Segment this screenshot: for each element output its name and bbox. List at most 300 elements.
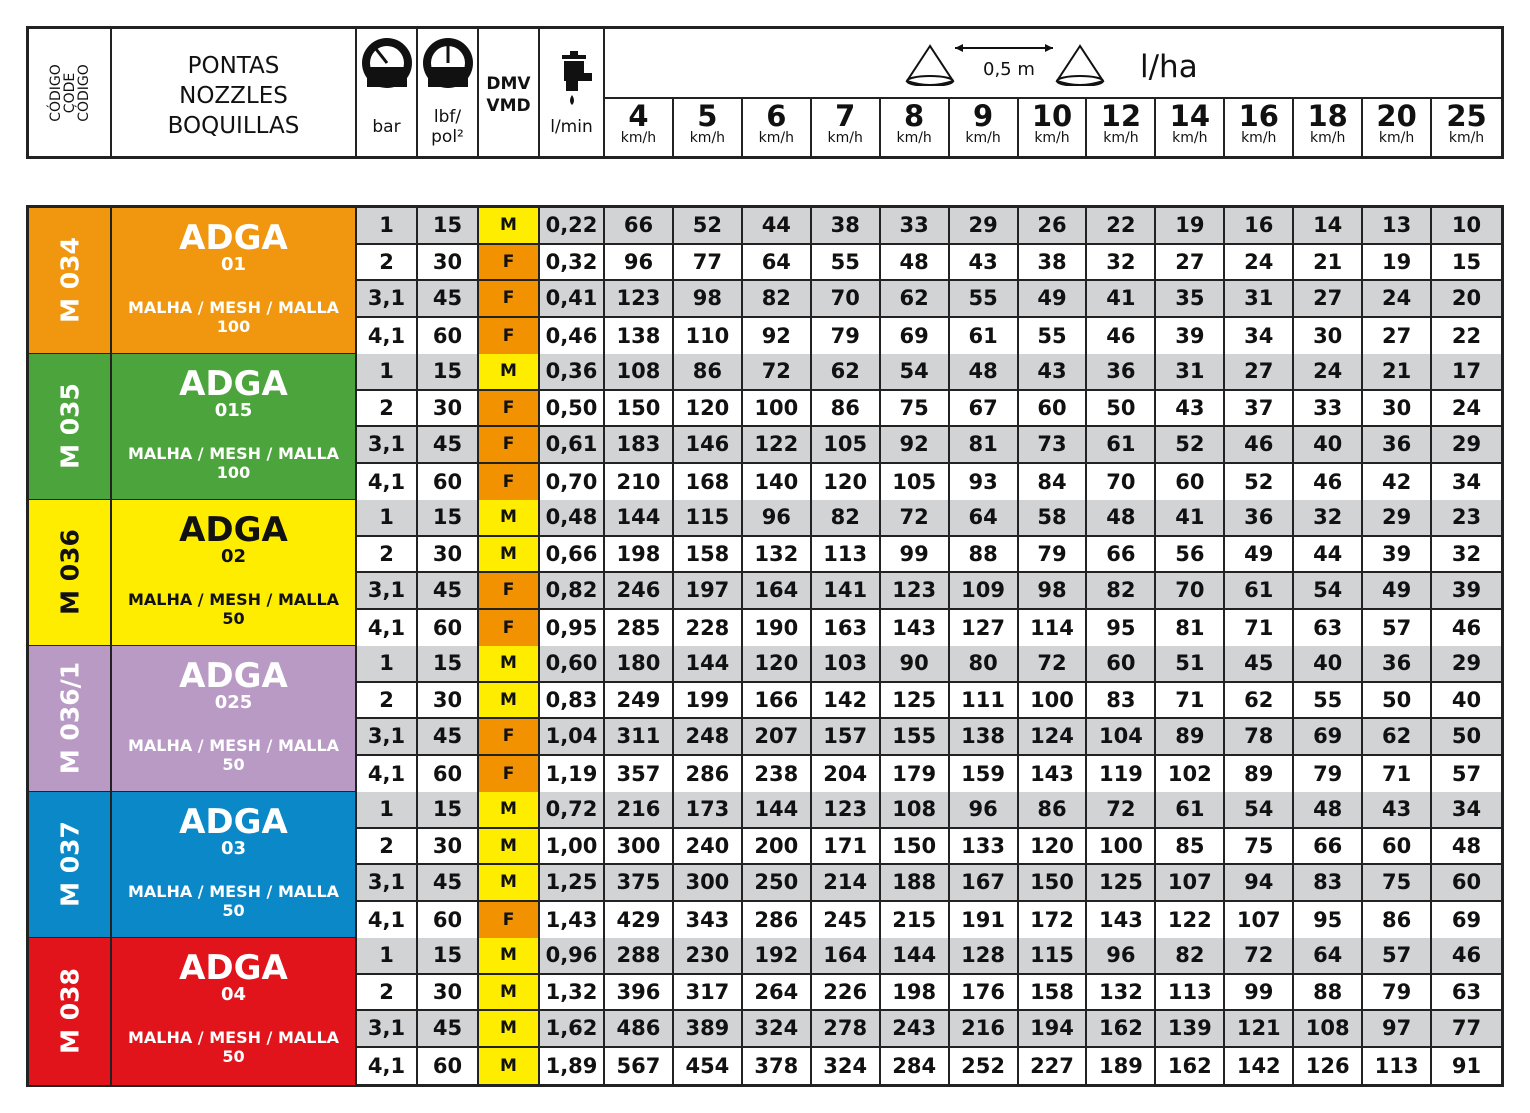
rate-cell: 21 (1363, 354, 1432, 391)
rate-cell: 60 (1019, 391, 1088, 428)
nozzle-model: ADGA (179, 656, 288, 696)
pressure-psi-cell: 60 (418, 756, 479, 793)
table-row (357, 683, 1501, 720)
mesh-value: 50 (222, 901, 245, 920)
pressure-psi-cell: 15 (418, 208, 479, 245)
table-row (357, 537, 1501, 574)
mesh-value: 100 (216, 317, 251, 336)
rate-cell: 10 (1432, 208, 1501, 245)
nozzle-group (29, 500, 1501, 647)
psi-label-line2: pol² (431, 127, 464, 147)
rate-cell: 52 (1156, 427, 1225, 464)
rate-cell: 55 (950, 281, 1019, 318)
rate-cell: 109 (950, 573, 1019, 610)
rate-cell: 162 (1156, 1048, 1225, 1085)
speed-value: 14 (1169, 99, 1211, 133)
rate-cell: 228 (674, 610, 743, 647)
rate-cell: 311 (605, 719, 674, 756)
rate-cell: 22 (1432, 318, 1501, 355)
speed-unit: km/h (827, 130, 863, 146)
table-row (357, 1011, 1501, 1048)
rate-cell: 119 (1087, 756, 1156, 793)
rate-cell: 49 (1225, 537, 1294, 574)
rate-cell: 69 (881, 318, 950, 355)
rate-cell: 250 (743, 865, 812, 902)
rate-cell: 92 (881, 427, 950, 464)
rate-cell: 36 (1363, 427, 1432, 464)
rate-cell: 375 (605, 865, 674, 902)
flow-lmin-cell: 0,36 (540, 354, 605, 391)
rate-cell: 238 (743, 756, 812, 793)
speed-unit: km/h (1103, 130, 1139, 146)
rate-cell: 286 (743, 902, 812, 939)
speed-header-cell (1156, 97, 1225, 156)
pressure-psi-cell: 30 (418, 245, 479, 282)
rate-cell: 98 (674, 281, 743, 318)
rate-cell: 92 (743, 318, 812, 355)
rate-cell: 143 (881, 610, 950, 647)
flow-lmin-cell: 0,46 (540, 318, 605, 355)
dmv-label: DMV (486, 74, 531, 94)
rate-cell: 317 (674, 975, 743, 1012)
rate-cell: 166 (743, 683, 812, 720)
pressure-psi-cell: 15 (418, 792, 479, 829)
rate-cell: 24 (1363, 281, 1432, 318)
rate-cell: 284 (881, 1048, 950, 1085)
rate-cell: 121 (1225, 1011, 1294, 1048)
speed-unit: km/h (1378, 130, 1415, 146)
rate-cell: 83 (1087, 683, 1156, 720)
speed-value: 5 (697, 99, 718, 133)
mesh-value: 50 (222, 755, 245, 774)
rate-cell: 125 (1087, 865, 1156, 902)
rate-cell: 27 (1156, 245, 1225, 282)
rate-unit-label: l/ha (1140, 49, 1198, 85)
rate-cell: 150 (881, 829, 950, 866)
pressure-psi-cell: 30 (418, 975, 479, 1012)
table-row (357, 829, 1501, 866)
rate-cell: 36 (1225, 500, 1294, 537)
speed-unit: km/h (689, 130, 726, 146)
lmin-header (540, 29, 605, 156)
rate-cell: 98 (1019, 573, 1088, 610)
rate-cell: 57 (1363, 938, 1432, 975)
speed-value: 18 (1307, 99, 1348, 133)
code-header (29, 29, 112, 156)
rate-cell: 75 (1363, 865, 1432, 902)
rate-cell: 343 (674, 902, 743, 939)
vmd-label: VMD (486, 96, 531, 116)
rate-cell: 144 (743, 792, 812, 829)
rate-cell: 44 (1294, 537, 1363, 574)
nozzle-name-cell (112, 792, 357, 937)
rate-cell: 100 (1019, 683, 1088, 720)
rate-cell: 286 (674, 756, 743, 793)
rate-cell: 214 (812, 865, 881, 902)
rate-cell: 164 (812, 938, 881, 975)
psi-label-line1: lbf/ (433, 107, 462, 127)
rate-cell: 56 (1156, 537, 1225, 574)
rate-cell: 103 (812, 646, 881, 683)
dmv-header (479, 29, 540, 156)
nozzle-model: ADGA (179, 948, 288, 988)
rate-cell: 34 (1225, 318, 1294, 355)
table-row (357, 245, 1501, 282)
mesh-label: MALHA / MESH / MALLA (127, 444, 340, 463)
rate-cell: 75 (1225, 829, 1294, 866)
pressure-psi-cell: 45 (418, 427, 479, 464)
flow-lmin-cell: 0,83 (540, 683, 605, 720)
nozzle-group (29, 792, 1501, 939)
rate-cell: 82 (812, 500, 881, 537)
rate-cell: 163 (812, 610, 881, 647)
rate-cell: 84 (1019, 464, 1088, 501)
rate-cell: 158 (1019, 975, 1088, 1012)
speed-header-cell (674, 97, 743, 156)
rate-cell: 48 (950, 354, 1019, 391)
droplet-class-cell: F (479, 464, 540, 501)
pressure-bar-cell: 2 (357, 391, 418, 428)
rate-cell: 111 (950, 683, 1019, 720)
speed-header-cell (812, 97, 881, 156)
rate-cell: 230 (674, 938, 743, 975)
rate-cell: 94 (1225, 865, 1294, 902)
rate-cell: 82 (1087, 573, 1156, 610)
speed-unit: km/h (1241, 130, 1277, 146)
pressure-bar-cell: 1 (357, 646, 418, 683)
rate-cell: 115 (674, 500, 743, 537)
mesh-label: MALHA / MESH / MALLA (127, 1028, 340, 1047)
flow-lmin-cell: 0,95 (540, 610, 605, 647)
rate-cell: 33 (1294, 391, 1363, 428)
pressure-bar-cell: 3,1 (357, 573, 418, 610)
droplet-class-cell: M (479, 938, 540, 975)
rate-cell: 51 (1156, 646, 1225, 683)
rate-cell: 54 (1294, 573, 1363, 610)
rate-cell: 278 (812, 1011, 881, 1048)
nozzle-code-cell (29, 208, 112, 353)
droplet-class-cell: M (479, 1048, 540, 1085)
pressure-bar-cell: 3,1 (357, 281, 418, 318)
rate-cell: 20 (1432, 281, 1501, 318)
rate-cell: 139 (1156, 1011, 1225, 1048)
rate-cell: 97 (1363, 1011, 1432, 1048)
droplet-class-cell: F (479, 902, 540, 939)
rate-cell: 61 (950, 318, 1019, 355)
rate-cell: 29 (950, 208, 1019, 245)
rate-cell: 24 (1294, 354, 1363, 391)
nozzle-size: 02 (220, 546, 247, 567)
nozzle-size: 01 (220, 254, 247, 275)
rate-cell: 122 (743, 427, 812, 464)
nozzle-code-cell (29, 646, 112, 791)
rate-cell: 77 (1432, 1011, 1501, 1048)
rate-cell: 39 (1363, 537, 1432, 574)
speed-header-cell (1019, 97, 1088, 156)
nozzle-spacing-label: 0,5 m (983, 59, 1035, 80)
rate-cell: 72 (881, 500, 950, 537)
rate-cell: 100 (743, 391, 812, 428)
pressure-psi-cell: 30 (418, 829, 479, 866)
rate-cell: 63 (1294, 610, 1363, 647)
rate-cell: 29 (1363, 500, 1432, 537)
rate-cell: 107 (1156, 865, 1225, 902)
table-row (357, 610, 1501, 647)
rate-cell: 61 (1087, 427, 1156, 464)
rate-cell: 126 (1294, 1048, 1363, 1085)
flow-lmin-cell: 0,70 (540, 464, 605, 501)
rate-cell: 71 (1156, 683, 1225, 720)
rate-cell: 34 (1432, 464, 1501, 501)
rate-cell: 30 (1294, 318, 1363, 355)
flow-lmin-cell: 1,62 (540, 1011, 605, 1048)
rate-cell: 70 (1087, 464, 1156, 501)
pressure-bar-cell: 1 (357, 354, 418, 391)
rate-cell: 40 (1294, 646, 1363, 683)
rate-cell: 216 (605, 792, 674, 829)
nozzle-code: M 036 (55, 529, 84, 616)
rate-cell: 140 (743, 464, 812, 501)
speed-value: 6 (766, 99, 787, 133)
rate-cell: 46 (1432, 938, 1501, 975)
rate-cell: 81 (1156, 610, 1225, 647)
pressure-psi-cell: 30 (418, 683, 479, 720)
application-rate-header (605, 29, 1501, 99)
nozzle-group (29, 938, 1501, 1085)
table-row (357, 756, 1501, 793)
rate-cell: 288 (605, 938, 674, 975)
speed-unit: km/h (1310, 130, 1346, 146)
speed-header-cell (881, 97, 950, 156)
flow-lmin-cell: 0,61 (540, 427, 605, 464)
droplet-class-cell: F (479, 281, 540, 318)
rate-cell: 66 (1087, 537, 1156, 574)
nozzle-code-cell (29, 938, 112, 1085)
rate-cell: 91 (1432, 1048, 1501, 1085)
rate-cell: 162 (1087, 1011, 1156, 1048)
pressure-psi-cell: 30 (418, 391, 479, 428)
droplet-class-cell: M (479, 975, 540, 1012)
pressure-psi-cell: 60 (418, 464, 479, 501)
speed-unit: km/h (896, 130, 932, 146)
rate-cell: 95 (1294, 902, 1363, 939)
flow-lmin-cell: 1,43 (540, 902, 605, 939)
rate-cell: 167 (950, 865, 1019, 902)
rate-cell: 194 (1019, 1011, 1088, 1048)
rate-cell: 38 (812, 208, 881, 245)
droplet-class-cell: M (479, 208, 540, 245)
droplet-class-cell: M (479, 829, 540, 866)
rate-cell: 66 (605, 208, 674, 245)
rate-cell: 60 (1087, 646, 1156, 683)
table-row (357, 975, 1501, 1012)
rate-cell: 36 (1087, 354, 1156, 391)
rate-cell: 32 (1087, 245, 1156, 282)
rate-cell: 191 (950, 902, 1019, 939)
rate-cell: 197 (674, 573, 743, 610)
rate-cell: 61 (1156, 792, 1225, 829)
rate-cell: 49 (1019, 281, 1088, 318)
speed-header-cell (1087, 97, 1156, 156)
rate-cell: 71 (1225, 610, 1294, 647)
table-row (357, 391, 1501, 428)
droplet-class-cell: F (479, 573, 540, 610)
rate-cell: 108 (1294, 1011, 1363, 1048)
nozzle-name-cell (112, 500, 357, 645)
rate-cell: 86 (812, 391, 881, 428)
table-row (357, 318, 1501, 355)
flow-lmin-cell: 1,32 (540, 975, 605, 1012)
rate-cell: 63 (1432, 975, 1501, 1012)
rate-cell: 142 (1225, 1048, 1294, 1085)
table-header (26, 26, 1504, 159)
table-row (357, 902, 1501, 939)
rate-cell: 54 (1225, 792, 1294, 829)
pressure-bar-cell: 3,1 (357, 719, 418, 756)
rate-cell: 71 (1363, 756, 1432, 793)
rate-cell: 82 (743, 281, 812, 318)
rate-cell: 46 (1294, 464, 1363, 501)
droplet-class-cell: M (479, 683, 540, 720)
speed-header-cell (1432, 97, 1501, 156)
rate-cell: 105 (881, 464, 950, 501)
rate-cell: 245 (812, 902, 881, 939)
nozzle-size: 04 (220, 984, 247, 1005)
flow-lmin-cell: 1,00 (540, 829, 605, 866)
rate-cell: 100 (1087, 829, 1156, 866)
rate-cell: 389 (674, 1011, 743, 1048)
rate-cell: 46 (1087, 318, 1156, 355)
rate-cell: 227 (1019, 1048, 1088, 1085)
pressure-gauge-icon (361, 37, 413, 89)
pressure-psi-cell: 45 (418, 281, 479, 318)
rate-cell: 72 (1225, 938, 1294, 975)
rate-cell: 173 (674, 792, 743, 829)
rate-cell: 19 (1156, 208, 1225, 245)
rate-cell: 70 (1156, 573, 1225, 610)
rate-cell: 70 (812, 281, 881, 318)
rate-cell: 26 (1019, 208, 1088, 245)
rate-cell: 60 (1156, 464, 1225, 501)
pressure-psi-cell: 15 (418, 354, 479, 391)
rate-cell: 27 (1294, 281, 1363, 318)
mesh-value: 50 (222, 1047, 245, 1066)
pressure-bar-cell: 4,1 (357, 464, 418, 501)
rate-cell: 155 (881, 719, 950, 756)
pressure-bar-cell: 4,1 (357, 1048, 418, 1085)
droplet-class-cell: F (479, 391, 540, 428)
droplet-class-cell: F (479, 427, 540, 464)
rate-cell: 79 (1019, 537, 1088, 574)
rate-cell: 23 (1432, 500, 1501, 537)
table-row (357, 500, 1501, 537)
faucet-icon (554, 51, 594, 107)
rate-cell: 16 (1225, 208, 1294, 245)
rate-cell: 82 (1156, 938, 1225, 975)
rate-cell: 39 (1432, 573, 1501, 610)
rate-cell: 27 (1363, 318, 1432, 355)
speed-header-cell (1363, 97, 1432, 156)
flow-lmin-cell: 0,72 (540, 792, 605, 829)
flow-lmin-cell: 0,66 (540, 537, 605, 574)
rate-cell: 324 (743, 1011, 812, 1048)
rate-cell: 40 (1432, 683, 1501, 720)
rate-cell: 146 (674, 427, 743, 464)
rate-cell: 132 (1087, 975, 1156, 1012)
rate-cell: 150 (1019, 865, 1088, 902)
rate-cell: 142 (812, 683, 881, 720)
rate-cell: 57 (1432, 756, 1501, 793)
rate-cell: 24 (1225, 245, 1294, 282)
rate-cell: 79 (812, 318, 881, 355)
nozzle-header (112, 29, 357, 156)
rate-cell: 216 (950, 1011, 1019, 1048)
flow-lmin-cell: 0,41 (540, 281, 605, 318)
pressure-bar-cell: 1 (357, 938, 418, 975)
rate-cell: 62 (881, 281, 950, 318)
table-row (357, 1048, 1501, 1085)
rate-cell: 52 (1225, 464, 1294, 501)
rate-cell: 32 (1294, 500, 1363, 537)
nozzle-header-line: NOZZLES (179, 83, 288, 109)
pressure-psi-cell: 45 (418, 865, 479, 902)
rate-cell: 69 (1432, 902, 1501, 939)
nozzle-header-line: PONTAS (187, 53, 280, 79)
nozzle-group (29, 646, 1501, 793)
rate-cell: 192 (743, 938, 812, 975)
rate-cell: 75 (881, 391, 950, 428)
rate-cell: 133 (950, 829, 1019, 866)
pressure-bar-cell: 2 (357, 975, 418, 1012)
rate-cell: 96 (950, 792, 1019, 829)
rate-cell: 48 (1087, 500, 1156, 537)
nozzle-name-cell (112, 354, 357, 499)
rate-cell: 42 (1363, 464, 1432, 501)
rate-cell: 36 (1363, 646, 1432, 683)
rate-cell: 49 (1363, 573, 1432, 610)
rate-cell: 144 (605, 500, 674, 537)
pressure-bar-cell: 2 (357, 537, 418, 574)
nozzle-code: M 034 (55, 237, 84, 324)
rate-cell: 138 (950, 719, 1019, 756)
rate-cell: 157 (812, 719, 881, 756)
rate-cell: 34 (1432, 792, 1501, 829)
droplet-class-cell: M (479, 1011, 540, 1048)
table-row (357, 792, 1501, 829)
rate-cell: 64 (950, 500, 1019, 537)
droplet-class-cell: F (479, 719, 540, 756)
rate-cell: 248 (674, 719, 743, 756)
rate-cell: 138 (605, 318, 674, 355)
speed-unit: km/h (620, 130, 657, 146)
code-header-line: CÓDIGO (47, 63, 64, 122)
pressure-psi-cell: 45 (418, 1011, 479, 1048)
mesh-label: MALHA / MESH / MALLA (127, 298, 340, 317)
rate-cell: 183 (605, 427, 674, 464)
rate-cell: 13 (1363, 208, 1432, 245)
flow-lmin-cell: 1,89 (540, 1048, 605, 1085)
speed-value: 12 (1100, 99, 1142, 133)
rate-cell: 300 (674, 865, 743, 902)
speed-value: 16 (1238, 99, 1279, 133)
nozzle-name-cell (112, 938, 357, 1085)
rate-cell: 113 (1363, 1048, 1432, 1085)
rate-cell: 55 (1294, 683, 1363, 720)
rate-cell: 143 (1087, 902, 1156, 939)
rate-cell: 79 (1294, 756, 1363, 793)
speed-value: 7 (835, 99, 856, 133)
rate-cell: 107 (1225, 902, 1294, 939)
